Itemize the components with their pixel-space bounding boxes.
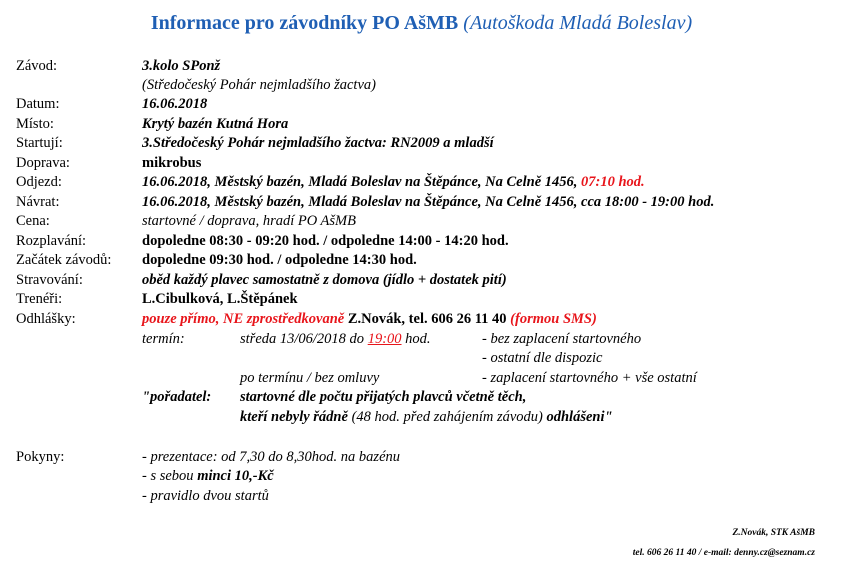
termin-prefix: středa 13/06/2018 do [240, 331, 365, 347]
title-sub: (Autoškoda Mladá Boleslav) [463, 12, 693, 34]
value-rozplavani: dopoledne 08:30 - 09:20 hod. / odpoledne 14:00 - 14:20 hod. [142, 233, 509, 249]
poradatel-line1: startovné dle počtu přijatých plavců včetně těch, [240, 389, 527, 405]
termin-time: 19:00 [367, 331, 402, 347]
value-zavod: 3.kolo SPonž [142, 58, 221, 74]
rule-2: - ostatní dle dispozic [482, 350, 603, 366]
rule-3: - zaplacení startovného + vše ostatní [482, 370, 697, 386]
pokyny-item-2 [142, 468, 274, 485]
label-zacatek: Začátek závodů: [16, 252, 112, 268]
label-rozplavani: Rozplavání: [16, 233, 87, 249]
poradatel-line2b: (48 hod. před zahájením závodu) [351, 409, 543, 425]
label-misto: Místo: [16, 116, 54, 132]
poradatel-line2 [240, 409, 613, 426]
poradatel-label: "pořadatel: [142, 389, 212, 405]
value-zavod-sub: (Středočeský Pohár nejmladšího žactva) [142, 77, 376, 93]
value-stravovani: oběd každý plavec samostatně z domova (jídlo + dostatek pití) [142, 272, 507, 288]
label-datum: Datum: [16, 96, 60, 112]
value-navrat: 16.06.2018, Městský bazén, Mladá Boleslav na Štěpánce, Na Celně 1456, cca 18:00 - 19:00 hod. [142, 194, 715, 210]
label-odhlasky: Odhlášky: [16, 311, 76, 327]
value-datum: 16.06.2018 [142, 96, 208, 112]
value-zacatek: dopoledne 09:30 hod. / odpoledne 14:30 hod. [142, 252, 417, 268]
poradatel-line2a: kteří nebyly řádně [240, 409, 348, 425]
termin-value [240, 331, 431, 348]
odhlasky-sms: (formou SMS) [510, 311, 597, 327]
pokyny-item-2a: - s sebou [142, 468, 194, 484]
odhlasky-red: pouze přímo, NE zprostředkovaně [142, 311, 345, 327]
footer-signature: Z.Novák, STK AšMB [732, 528, 815, 538]
pokyny-item-1: - prezentace: od 7,30 do 8,30hod. na bazénu [142, 449, 401, 465]
label-startuji: Startují: [16, 135, 63, 151]
label-odjezd: Odjezd: [16, 174, 62, 190]
rule-1: - bez zaplacení startovného [482, 331, 642, 347]
page-title [0, 12, 843, 35]
value-cena: startovné / doprava, hradí PO AšMB [142, 213, 356, 229]
poradatel-line2c: odhlášeni" [546, 409, 613, 425]
label-pokyny: Pokyny: [16, 449, 65, 465]
odjezd-time: 07:10 hod. [581, 174, 645, 190]
value-odjezd [142, 174, 645, 191]
pokyny-item-2b: minci 10,-Kč [197, 468, 274, 484]
label-doprava: Doprava: [16, 155, 70, 171]
value-doprava: mikrobus [142, 155, 202, 171]
label-cena: Cena: [16, 213, 50, 229]
label-stravovani: Stravování: [16, 272, 83, 288]
value-startuji: 3.Středočeský Pohár nejmladšího žactva: RN2009 a mladší [142, 135, 494, 151]
title-main: Informace pro závodníky PO AšMB [150, 12, 459, 34]
pokyny-item-3: - pravidlo dvou startů [142, 488, 269, 504]
after-label: po termínu / bez omluvy [240, 370, 380, 386]
label-zavod: Závod: [16, 58, 58, 74]
label-navrat: Návrat: [16, 194, 60, 210]
value-odhlasky [142, 311, 597, 328]
termin-label: termín: [142, 331, 185, 347]
odjezd-place: 16.06.2018, Městský bazén, Mladá Boleslav na Štěpánce, Na Celně 1456, [142, 174, 578, 190]
value-misto: Krytý bazén Kutná Hora [142, 116, 289, 132]
odhlasky-contact: Z.Novák, tel. 606 26 11 40 [347, 311, 507, 327]
termin-suffix: hod. [405, 331, 431, 347]
footer-contact: tel. 606 26 11 40 / e-mail: denny.cz@seznam.cz [632, 548, 815, 558]
label-treneri: Trenéři: [16, 291, 63, 307]
value-treneri: L.Cibulková, L.Štěpánek [142, 291, 298, 307]
